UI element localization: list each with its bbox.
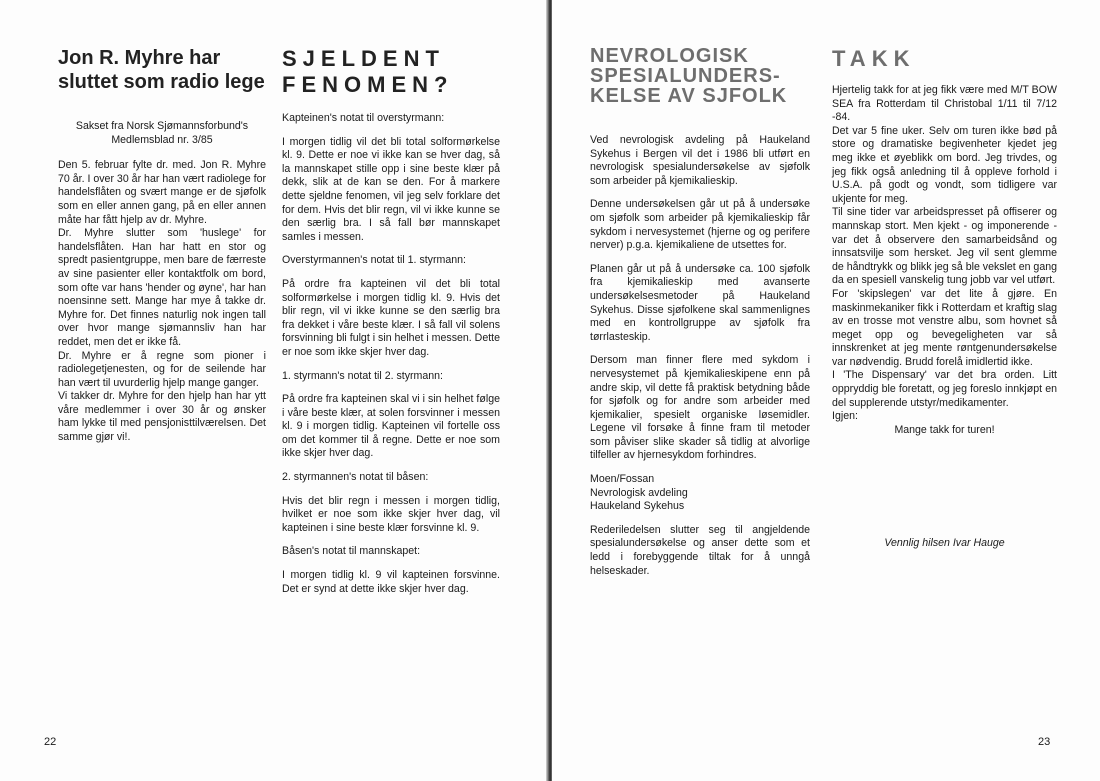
paragraph: Dersom man finner flere med sykdom i nervesystemet på kjemikalieskipene enn på andre skip, vil dette få praktisk betydning både for sjøfolk og for andre som arbeider med kjemikalier, spesielt organiske løsemidler. Legene vil forsøke å finne fram til metoder som påviser slike skader så tidlig at alvorlige tilfeller av hjernesykdom forhindres. xyxy=(590,354,810,462)
title-line: FENOMEN? xyxy=(282,72,454,97)
signature-line: Nevrologisk avdeling xyxy=(590,486,688,499)
title-line: SJELDENT xyxy=(282,46,445,71)
paragraph: I morgen tidlig vil det bli total solformørkelse kl. 9. Dette er noe vi ikke kan se hver dag, så la mannskapet stille opp i sine beste klær på dekk, slik at de kan se den. For å markere dette sjeldne fenomen, vil jeg selv forklare det for dem. Hvis det blir regn, vil vi ikke kunne se den særlig bra. I så fall bør mannskapet samles i messen. xyxy=(282,135,500,243)
paragraph: Ved nevrologisk avdeling på Haukeland Sykehus i Bergen vil det i 1986 bli utført en nevrologisk spesialundersøkelse av sjøfolk som arbeider på kjemikalieskip. xyxy=(590,134,810,187)
closing-thanks: Mange takk for turen! xyxy=(894,423,995,436)
page-number: 23 xyxy=(1038,736,1051,748)
paragraph: Denne undersøkelsen går ut på å undersøke om sjøfolk som arbeider på kjemikalieskip får sykdom i nervesystemet (hjerne og og perifere nerver) p.g.a. kjemikaliene de utsettes for. xyxy=(590,198,810,252)
article-takk xyxy=(832,46,1057,561)
paragraph: Hvis det blir regn i messen i morgen tidlig, hvilket er noe som ikke skjer hver dag, vil kapteinen i sine beste klær forsvinne kl. 9. xyxy=(282,494,500,534)
note-heading: Båsen's notat til mannskapet: xyxy=(282,545,421,558)
signature-line: Haukeland Sykehus xyxy=(590,500,685,513)
paragraph: Rederiledelsen slutter seg til angjeldende spesialundersøkelse og anser dette som et ledd i forebyggende tiltak for å unngå helseskader. xyxy=(590,523,810,577)
signature-line: Moen/Fossan xyxy=(590,473,655,486)
paragraph: Til sine tider var arbeidspresset på offiserer og mannskap stort. Men kjekt - og imponerende - var det å observere den samarbeidsånd og innsatsvilje som hersket. Jeg vil sent glemme de håndtrykk og blikk jeg så ble vekslet en gang da en spesiell vanskelig tung jobb var vel utført. xyxy=(832,206,1057,287)
paragraph: Dr. Myhre er å regne som pioner i radiolegetjenesten, og for de seilende har han vært til uvurderlig hjelp mange ganger. xyxy=(58,349,266,389)
article-title: TAKK xyxy=(832,46,916,71)
article-title xyxy=(282,46,500,98)
article-sjeldent-fenomen xyxy=(282,46,500,606)
note-heading: 1. styrmann's notat til 2. styrmann: xyxy=(282,369,443,382)
article-source: Sakset fra Norsk Sjømannsforbund's Medlemsblad nr. 3/85 xyxy=(75,120,249,146)
paragraph: På ordre fra kapteinen vil det bli total solformørkelse i morgen tidlig kl. 9. Hvis det blir regn, vil vi ikke kunne se den særlig bra fra dekket i våre beste klær. I så fall vil solens forsvinning bli fulgt i sin helhet i messen. Dette er noe som ikke skjer hver dag. xyxy=(282,277,500,358)
paragraph: For 'skipslegen' var det lite å gjøre. En maskinmekaniker fikk i Rotterdam et kraftig slag av en trosse mot venstre albu, som hovnet så meget opp og bevegeligheten var så innskrenket at jeg mente røntgenundersøkelse var nødvendig. Brudd forelå imidlertid ikke. xyxy=(832,287,1057,368)
paragraph: I morgen tidlig kl. 9 vil kapteinen forsvinne. Det er synd at dette ikke skjer hver dag. xyxy=(282,569,500,595)
paragraph: I 'The Dispensary' var det bra orden. Litt oppryddig ble foretatt, og jeg foreslo innkjøpt en del supplerende utstyr/medikamenter. xyxy=(832,369,1057,409)
article-myhre xyxy=(58,46,266,445)
signature: Vennlig hilsen Ivar Hauge xyxy=(884,537,1005,550)
paragraph: Planen går ut på å undersøke ca. 100 sjøfolk fra kjemikalieskip med avanserte undersøkelsesmetoder på Haukeland Sykehus. Disse sjøfolkene skal sammenlignes med en kontrollgruppe av sjøfolk fra tørrlasteskip. xyxy=(590,262,810,343)
paragraph: Det var 5 fine uker. Selv om turen ikke bød på store og dramatiske begivenheter kjedet jeg meg ikke et øyeblikk om bord. Jeg trivdes, og jeg fikk også anledning til å oppleve forhold i U.S.A. på godt og vondt, som tidligere var ukjente for meg. xyxy=(832,124,1057,205)
note-heading: Kapteinen's notat til overstyrmann: xyxy=(282,112,445,124)
paragraph: Igjen: xyxy=(832,410,858,423)
article-title: Jon R. Myhre har sluttet som radio lege xyxy=(58,47,265,93)
note-heading: Overstyrmannen's notat til 1. styrmann: xyxy=(282,254,466,267)
paragraph: Den 5. februar fylte dr. med. Jon R. Myhre 70 år. I over 30 år har han vært radiolege for handelsflåten og svært mange er de sjøfolk som en eller annen gang, på en eller annen måte har fått hjelp av dr. Myhre. xyxy=(58,159,266,226)
article-nevrologisk xyxy=(590,46,810,588)
page-number: 22 xyxy=(44,736,57,748)
left-page xyxy=(0,0,548,781)
paragraph: Vi takker dr. Myhre for den hjelp han har ytt våre medlemmer i over 30 år og ønsker ham lykke til med pensjonisttilværelsen. Det samme gjør vi!. xyxy=(58,390,266,444)
note-heading: 2. styrmannen's notat til båsen: xyxy=(282,471,429,484)
article-title: NEVROLOGISK SPESIALUNDERS-KELSE AV SJFOLK xyxy=(590,45,788,107)
paragraph: På ordre fra kapteinen skal vi i sin helhet følge i våre beste klær, at solen forsvinner i messen kl. 9 i morgen tidlig. Kapteinen vil fortelle oss om det kommer til å regne. Dette er noe som ikke skjer hver dag. xyxy=(282,393,500,460)
paragraph: Dr. Myhre slutter som 'huslege' for handelsflåten. Han har hatt en stor og spredt pasientgruppe, men bare de færreste av sine pasienter eller kontaktfolk om bord, som ofte var hans 'hender og øyne', har han noensinne sett. Mange har mye å takke dr. Myhre for. Det finnes naturlig nok ingen tall over hvor mange sjømannsliv han har reddet, men det er ikke få. xyxy=(58,227,266,348)
paragraph: Hjertelig takk for at jeg fikk være med M/T BOW SEA fra Rotterdam til Christobal 1/11 til 7/12 -84. xyxy=(832,84,1057,124)
